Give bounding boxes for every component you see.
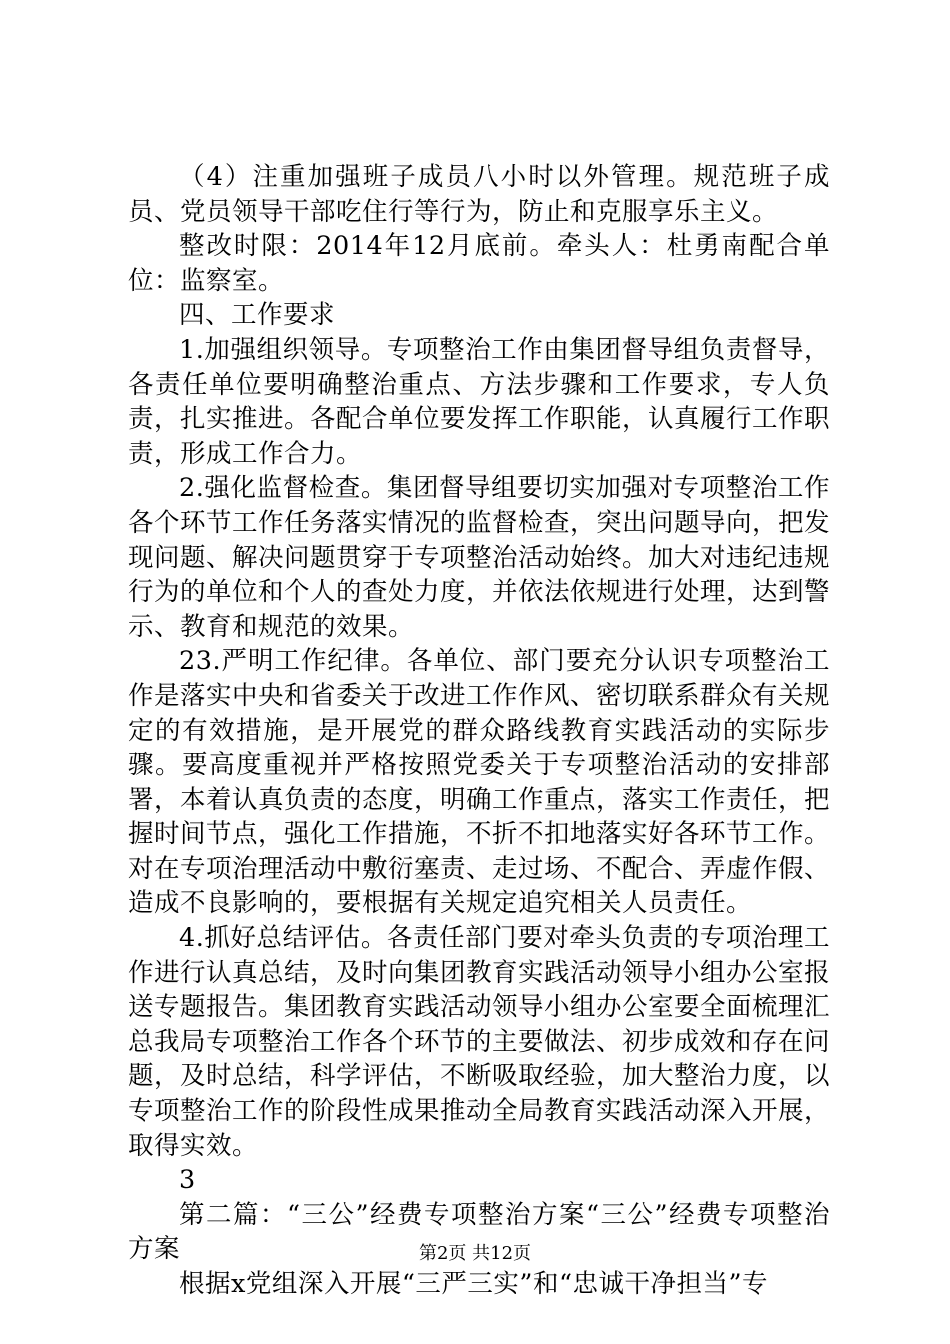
paragraph-requirement-2: 2.强化监督检查。集团督导组要切实加强对专项整治工作各个环节工作任务落实情况的监督检查，突出问题导向，把发现问题、解决问题贯穿于专项整治活动始终。加大对违纪违规行为的单位和个人的查处力度，并依法依规进行处理，达到警示、教育和规范的效果。: [128, 473, 831, 642]
paragraph-intro: 根据x党组深入开展“三严三实”和“忠诚干净担当”专: [179, 1269, 769, 1299]
paragraph-requirement-3: 23.严明工作纪律。各单位、部门要充分认识专项整治工作是落实中央和省委关于改进工作作风、密切联系群众有关规定的有效措施，是开展党的群众路线教育实践活动的实际步骤。要高度重视并严格按照党委关于专项整治活动的安排部署，本着认真负责的态度，明确工作重点，落实工作责任，把握时间节点，强化工作措施，不折不扣地落实好各环节工作。对在专项治理活动中敷衍塞责、走过场、不配合、弄虚作假、造成不良影响的，要根据有关规定追究相关人员责任。: [128, 646, 831, 919]
paragraph-deadline: 整改时限：2014年12月底前。牵头人：杜勇南配合单位：监察室。: [128, 231, 830, 296]
page-footer: 第2页 共12页: [418, 1243, 532, 1264]
document-body: [128, 160, 830, 1302]
paragraph-item-4: （4）注重加强班子成员八小时以外管理。规范班子成员、党员领导干部吃住行等行为，防止和克服享乐主义。: [128, 162, 830, 227]
paragraph-requirement-1: 1.加强组织领导。专项整治工作由集团督导组负责督导，各责任单位要明确整治重点、方法步骤和工作要求，专人负责，扎实推进。各配合单位要发挥工作职能，认真履行工作职责，形成工作合力。: [128, 334, 831, 469]
inline-page-number: 3: [179, 1165, 196, 1196]
section-heading-work-requirements: 四、工作要求: [179, 300, 336, 331]
chapter-title: 第二篇：“三公”经费专项整治方案“三公”经费专项整治方案: [128, 1199, 830, 1265]
paragraph-requirement-4: 4.抓好总结评估。各责任部门要对牵头负责的专项治理工作进行认真总结，及时向集团教育实践活动领导小组办公室报送专题报告。集团教育实践活动领导小组办公室要全面梳理汇总我局专项整治工作各个环节的主要做法、初步成效和存在问题，及时总结，科学评估，不断吸取经验，加大整治力度，以专项整治工作的阶段性成果推动全局教育实践活动深入开展，取得实效。: [128, 923, 831, 1161]
